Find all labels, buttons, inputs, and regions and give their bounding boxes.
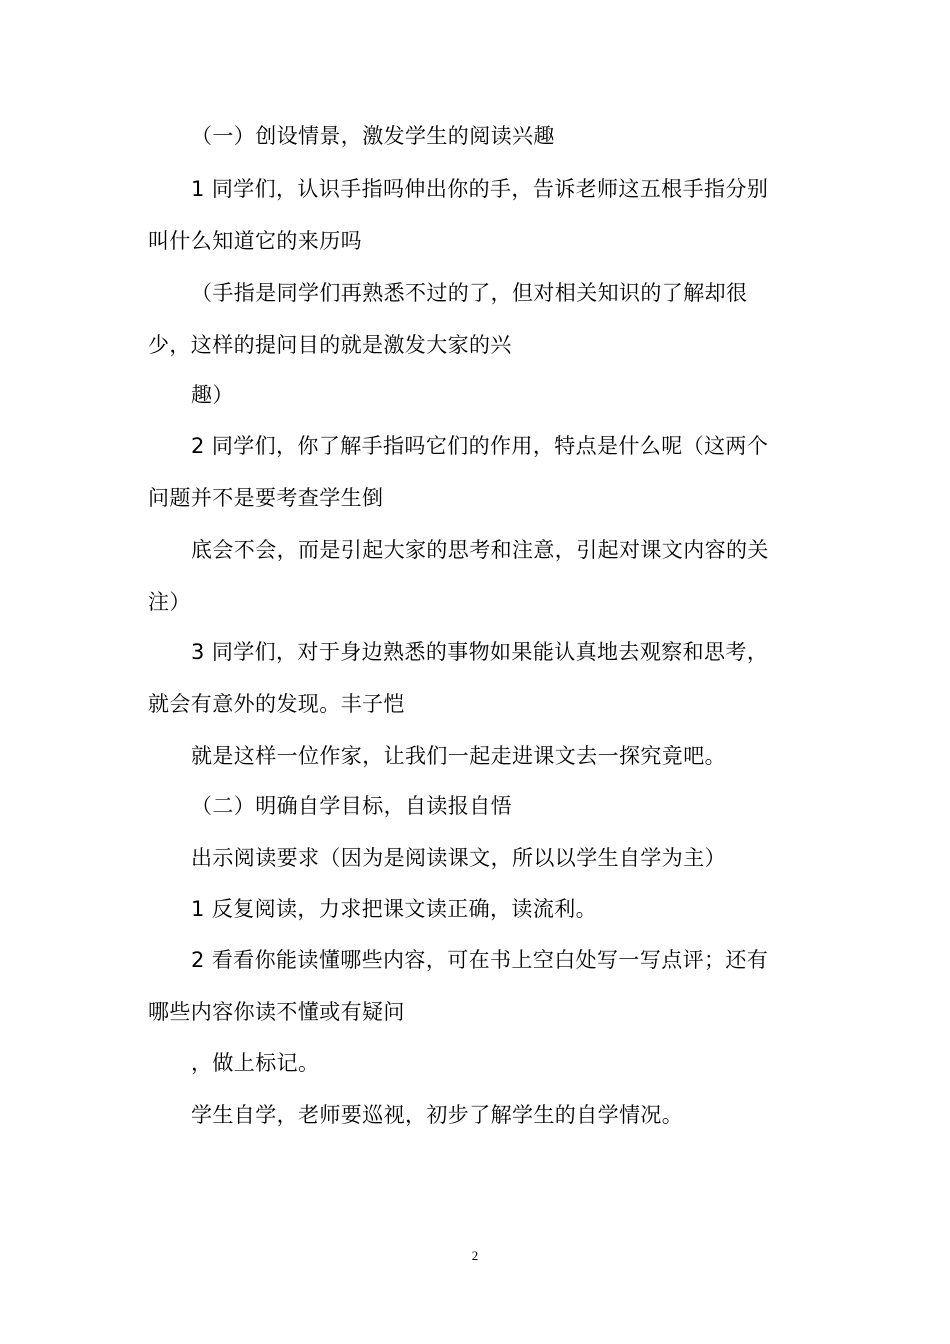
paragraph-line: 叫什么知道它的来历吗 — [148, 229, 362, 253]
paragraph-line: 就是这样一位作家，让我们一起走进课文去一探究竟吧。 — [191, 744, 726, 768]
page-number: 2 — [471, 1248, 479, 1263]
paragraph-line: ，做上标记。 — [191, 1051, 320, 1075]
paragraph-line: 问题并不是要考查学生倒 — [148, 486, 384, 510]
paragraph-line: 哪些内容你读不懂或有疑问 — [148, 1000, 405, 1024]
paragraph-line: 学生自学，老师要巡视，初步了解学生的自学情况。 — [191, 1103, 684, 1127]
section-heading-2: （二）明确自学目标，自读报自悟 — [191, 794, 512, 818]
paragraph-line: 出示阅读要求（因为是阅读课文，所以以学生自学为主） — [191, 846, 726, 870]
paragraph-line: 趣） — [191, 383, 234, 407]
paragraph-line: 底会不会，而是引起大家的思考和注意，引起对课文内容的关 — [191, 538, 769, 562]
paragraph-line: 注） — [148, 590, 191, 614]
paragraph-line: 就会有意外的发现。丰子恺 — [148, 692, 405, 716]
paragraph-line: 1 同学们，认识手指吗伸出你的手，告诉老师这五根手指分别 — [191, 177, 769, 201]
paragraph-line: （手指是同学们再熟悉不过的了，但对相关知识的了解却很 — [191, 281, 748, 305]
section-heading-1: （一）创设情景，激发学生的阅读兴趣 — [191, 124, 555, 148]
paragraph-line: 1 反复阅读，力求把课文读正确，读流利。 — [191, 897, 598, 921]
paragraph-line: 2 同学们，你了解手指吗它们的作用，特点是什么呢（这两个 — [191, 434, 769, 458]
paragraph-line: 2 看看你能读懂哪些内容，可在书上空白处写一写点评；还有 — [191, 948, 769, 972]
paragraph-line: 3 同学们，对于身边熟悉的事物如果能认真地去观察和思考， — [191, 640, 769, 664]
paragraph-line: 少，这样的提问目的就是激发大家的兴 — [148, 333, 512, 357]
